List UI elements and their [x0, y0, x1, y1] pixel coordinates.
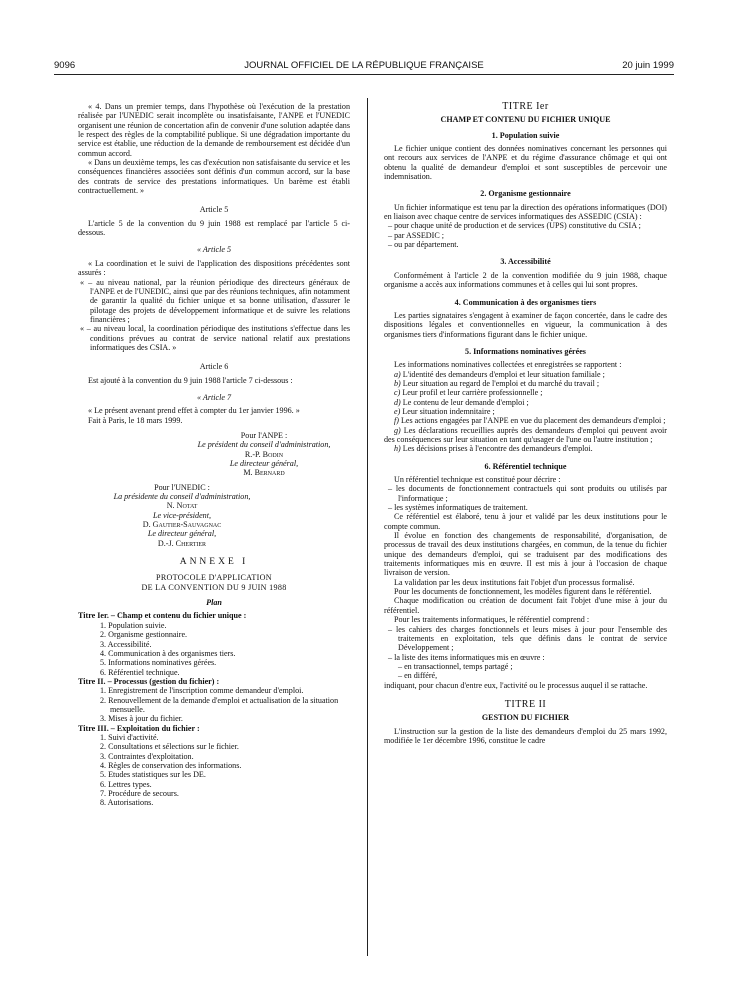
lettered-item: [384, 398, 667, 407]
plan-item: 1. Enregistrement de l'inscription comme demandeur d'emploi.: [100, 686, 304, 696]
signatory-role: Le directeur général,: [229, 459, 299, 468]
item-letter: a): [394, 369, 401, 379]
item-letter: h): [394, 444, 401, 454]
list-item: – les documents de fonctionnement contractuels qui sont produits ou utilisés par l'informatique ;: [388, 484, 667, 503]
paragraph: L'instruction sur la gestion de la liste des demandeurs d'emploi du 25 mars 1992, modifiée le 1er décembre 1996, constitue le cadre: [384, 726, 667, 745]
plan-item: 2. Renouvellement de la demande d'emploi et actualisation de la situation mensuelle.: [100, 695, 339, 714]
plan-list-3: [78, 733, 350, 808]
column-divider: [367, 98, 368, 956]
right-column: [384, 102, 667, 745]
paragraph: « Dans un deuxième temps, les cas d'exécution non satisfaisante du service et les conséquences financières associées sont définis d'un commun accord, sur la base des contrats de service des prestations informatiques. Un barème est établi contractuellement. »: [78, 158, 350, 196]
lettered-item: [384, 416, 667, 425]
plan-item: 2. Organisme gestionnaire.: [100, 630, 188, 640]
signatory-name: D.-J. Chertier: [157, 538, 207, 548]
annex-title: ANNEXE I: [179, 557, 249, 568]
plan-heading: Plan: [206, 598, 222, 608]
item-text: Leur profil et leur carrière professionnelle ;: [400, 388, 543, 398]
item-letter: b): [394, 378, 401, 388]
paragraph: Ce référentiel est élaboré, tenu à jour et validé par les deux institutions pour le compte commun.: [384, 512, 667, 531]
page-number: 9096: [54, 60, 76, 71]
journal-title: JOURNAL OFFICIEL DE LA RÉPUBLIQUE FRANÇAISE: [244, 60, 484, 71]
unedic-signatures: [72, 483, 292, 548]
plan-title-2-text: Titre II. – Processus (gestion du fichier) :: [78, 676, 220, 686]
item-text: Le contenu de leur demande d'emploi ;: [400, 397, 529, 407]
paragraph: Le fichier unique contient des données nominatives concernant les personnes qui ont recours aux services de l'ANPE et du régime d'assurance chômage et qui ont obtenu la qualité de demandeur d'emploi et sont susceptibles de percevoir une indemnisation.: [384, 144, 667, 182]
item-letter: g): [394, 425, 401, 435]
signature-for: Pour l'ANPE :: [240, 430, 288, 440]
lettered-item: [384, 444, 667, 453]
paragraph: Il évolue en fonction des changements de responsabilité, d'organisation, de processus de travail des deux institutions chargées, en commun, de la tenue du fichier unique des demandeurs d'emploi, qui se traduisent par des modifications des traitements informatiques mis en œuvre. Il est mis à jour à l'occasion de chaque livraison de version.: [384, 531, 667, 578]
paragraph: « Le présent avenant prend effet à compter du 1er janvier 1996. »: [88, 406, 300, 416]
paragraph: Chaque modification ou création de document fait l'objet d'une mise à jour du référentiel.: [384, 596, 667, 615]
signing-place-date: Fait à Paris, le 18 mars 1999.: [88, 415, 183, 425]
protocol-title: DE LA CONVENTION DU 9 JUIN 1988: [141, 582, 287, 592]
plan-item: 1. Population suivie.: [100, 620, 167, 630]
plan-item: 5. Informations nominatives gérées.: [100, 658, 217, 668]
plan-title-1-text: Titre Ier. – Champ et contenu du fichier unique :: [78, 611, 247, 621]
paragraph: Les informations nominatives collectées et enregistrées se rapportent :: [394, 360, 622, 370]
titre-1-subtitle: CHAMP ET CONTENU DU FICHIER UNIQUE: [440, 115, 611, 125]
plan-title-3-text: Titre III. – Exploitation du fichier :: [78, 723, 200, 733]
plan-item: 3. Contraintes d'exploitation.: [100, 751, 194, 761]
list-item: « – au niveau local, la coordination périodique des institutions s'effectue dans les conditions prévues au contrat de service national relatif aux prestations informatiques des CSIA. »: [80, 324, 350, 352]
item-letter: f): [394, 416, 399, 426]
signatory-role: Le directeur général,: [147, 529, 217, 539]
plan-item: 7. Procédure de secours.: [100, 789, 179, 798]
list-item: – les cahiers des charges fonctionnels et leurs mises à jour pour l'ensemble des traitements en exploitation, tels que définis dans le contrat de service Développement ;: [388, 624, 667, 653]
plan-title-3: [78, 724, 350, 733]
plan-item: 5. Etudes statistiques sur les DE.: [100, 770, 206, 780]
paragraph: L'article 5 de la convention du 9 juin 1988 est remplacé par l'article 5 ci-dessous.: [78, 218, 350, 238]
titre-2-heading: TITRE II: [504, 698, 547, 710]
article-5-heading: Article 5: [199, 205, 229, 215]
article-6-heading: Article 6: [199, 362, 229, 372]
signatory-name: M. Bernard: [243, 468, 285, 478]
section-heading: 3. Accessibilité: [500, 257, 551, 267]
section-heading: 6. Référentiel technique: [484, 461, 567, 471]
plan-item: 1. Suivi d'activité.: [100, 732, 159, 742]
titre-1-heading: TITRE Ier: [502, 101, 549, 112]
plan-list-1: [78, 621, 350, 677]
signatory-role: La présidente du conseil d'administration,: [113, 492, 251, 502]
list-item: – par ASSEDIC ;: [388, 230, 444, 240]
plan-item: 3. Accessibilité.: [100, 639, 152, 649]
left-column: [78, 102, 350, 808]
item-text: Les déclarations recueillies auprès des demandeurs d'emploi qui peuvent avoir des conséquences sur leur situation en tant qu'usager de l'une ou l'autre institution ;: [384, 425, 667, 444]
item-text: L'identité des demandeurs d'emploi et leur situation familiale ;: [400, 369, 605, 379]
paragraph: Conformément à l'article 2 de la convention modifiée du 9 juin 1988, chaque organisme a accès aux informations communes et à celles qui lui sont propres.: [384, 270, 667, 290]
paragraph: La validation par les deux institutions fait l'objet d'un processus formalisé.: [394, 577, 635, 587]
article-5-quote-heading: « Article 5: [196, 245, 232, 255]
paragraph: Un référentiel technique est constitué pour décrire :: [394, 475, 561, 484]
section-heading: 5. Informations nominatives gérées: [465, 346, 586, 356]
paragraph: Pour les documents de fonctionnement, les modèles figurent dans le référentiel.: [394, 587, 652, 597]
protocol-title: PROTOCOLE D'APPLICATION: [156, 573, 272, 583]
paragraph: Les parties signataires s'engagent à examiner de façon concertée, dans le cadre des dispositions légales et conventionnelles en vigueur, la communication à des organismes tiers d'informations figurant dans le fichier unique.: [384, 310, 667, 339]
paragraph: « La coordination et le suivi de l'application des dispositions précédentes sont assurés :: [78, 258, 350, 278]
lettered-item: [384, 388, 667, 397]
plan-list-2: [78, 686, 350, 723]
plan-title-2: [78, 677, 350, 686]
item-letter: e): [394, 406, 401, 416]
list-item: – la liste des items informatiques mis en œuvre :: [388, 652, 545, 662]
plan-item: 3. Mises à jour du fichier.: [100, 714, 183, 724]
plan-title-1: [78, 611, 350, 620]
section-heading: 1. Population suivie: [491, 130, 560, 140]
information-list: [384, 370, 667, 454]
item-letter: d): [394, 397, 401, 407]
article-7-quote-heading: « Article 7: [196, 392, 232, 402]
issue-date: 20 juin 1999: [622, 60, 674, 71]
item-text: Leur situation au regard de l'emploi et du marché du travail ;: [400, 378, 600, 388]
paragraph: Est ajouté à la convention du 9 juin 1988 l'article 7 ci-dessous :: [88, 375, 293, 385]
list-item: « – au niveau national, par la réunion périodique des directeurs généraux de l'ANPE et de l'UNEDIC, ainsi que par des réunions techniques, afin notamment de garantir la qualité du fichier unique et sa bonne utilisation, d'assurer le pilotage des projets de développement informatique et de suivre les relations financières ;: [80, 277, 350, 324]
signature-for: Pour l'UNEDIC :: [154, 482, 210, 492]
lettered-item: [384, 407, 667, 416]
list-item: – en transactionnel, temps partagé ;: [398, 661, 513, 671]
plan-item: 6. Référentiel technique.: [100, 667, 180, 677]
lettered-item: [384, 379, 667, 388]
signatory-name: R.-P. Bodin: [244, 449, 284, 459]
section-heading: 4. Communication à des organismes tiers: [454, 297, 597, 307]
item-letter: c): [394, 388, 401, 398]
lettered-item: [384, 370, 667, 379]
item-text: Les décisions prises à l'encontre des demandeurs d'emploi.: [400, 444, 593, 454]
plan-item: 4. Communication à des organismes tiers.: [100, 648, 236, 658]
signatory-role: Le président du conseil d'administration,: [197, 440, 331, 450]
paragraph: Un fichier informatique est tenu par la direction des opérations informatiques (DOI) en liaison avec chaque centre de services informatiques des ASSEDIC (CSIA) :: [384, 202, 667, 222]
list-item: – pour chaque unité de production et de services (UPS) constitutive du CSIA ;: [388, 221, 641, 231]
list-item: – les systèmes informatiques de traitement.: [388, 503, 528, 513]
plan-item: 4. Règles de conservation des informations.: [100, 760, 242, 770]
anpe-signatures: [178, 431, 350, 478]
paragraph: « 4. Dans un premier temps, dans l'hypothèse où l'exécution de la prestation réalisée par l'UNEDIC serait incomplète ou insatisfaisante, l'ANPE et l'UNEDIC organisent une réunion de concertation afin de convenir d'une solution adaptée dans le respect des règles de la comptabilité publique. Si une dégradation importante du service est établie, une réduction de la demande de remboursement est décidée d'un commun accord.: [78, 102, 350, 158]
plan-item: 2. Consultations et sélections sur le fichier.: [100, 742, 239, 752]
section-heading: 2. Organisme gestionnaire: [480, 189, 571, 199]
signatory-role: Le vice-président,: [153, 510, 211, 520]
titre-2-subtitle: GESTION DU FICHIER: [481, 713, 570, 723]
plan-item: 6. Lettres types.: [100, 779, 152, 789]
plan-item: 8. Autorisations.: [100, 798, 154, 808]
paragraph: Pour les traitements informatiques, le référentiel comprend :: [394, 615, 590, 625]
header-rule: [54, 74, 674, 75]
lettered-item: [384, 426, 667, 445]
list-item: – ou par département.: [388, 240, 459, 250]
signatory-name: D. Gautier-Sauvagnac: [142, 520, 222, 530]
paragraph: indiquant, pour chacun d'entre eux, l'activité ou le processus auquel il se rattache.: [384, 680, 648, 690]
signatory-name: N. Notat: [166, 501, 198, 511]
list-item: – en différé,: [398, 671, 438, 681]
item-text: Leur situation indemnitaire ;: [400, 406, 495, 416]
item-text: Les actions engagées par l'ANPE en vue du placement des demandeurs d'emploi ;: [398, 416, 666, 426]
